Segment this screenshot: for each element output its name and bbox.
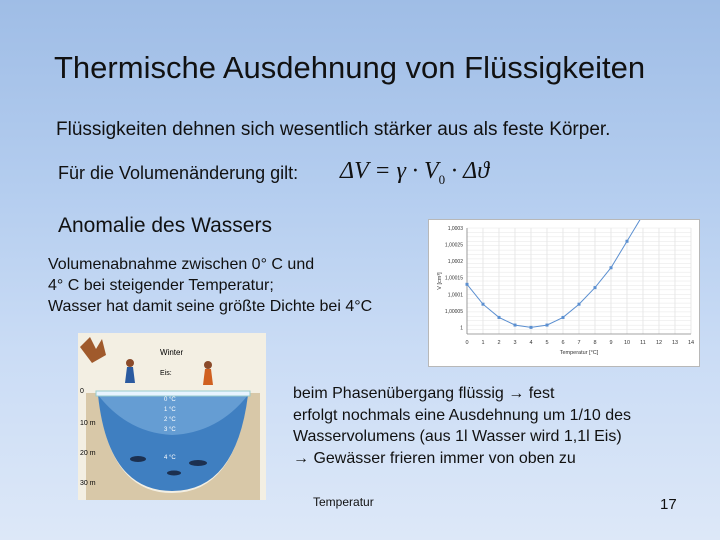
anomaly-text [48, 254, 372, 317]
anomaly-line: Volumenabnahme zwischen 0° C und [48, 256, 315, 273]
formula-lhs: ΔV = γ · V [340, 158, 439, 184]
temp-label: 3 °C [164, 427, 176, 433]
winter-lake-svg [78, 333, 266, 500]
fish-icon [130, 456, 146, 462]
phase-transition-text [293, 383, 631, 469]
volume-formula [340, 158, 489, 188]
x-tick-label: 6 [561, 340, 565, 346]
temp-label: 0 °C [164, 397, 176, 403]
formula-rhs: · Δϑ [445, 158, 489, 184]
y-tick-label: 1,0001 [447, 292, 463, 299]
data-point [562, 316, 565, 319]
data-point [626, 240, 629, 243]
x-axis-label: Temperatur [°C] [559, 350, 599, 356]
depth-label: 0 [80, 388, 84, 395]
ice-label: Eis: [160, 370, 172, 377]
formula-subscript: 0 [438, 171, 446, 187]
temp-label: 4 °C [164, 455, 176, 461]
x-tick-label: 12 [655, 340, 663, 346]
y-tick-label: 1,0002 [447, 259, 463, 266]
formula-label: Für die Volumenänderung gilt: [58, 163, 299, 183]
temp-label: 1 °C [164, 407, 176, 413]
data-point [578, 303, 581, 306]
anomaly-line: 4° C bei steigender Temperatur; [48, 277, 274, 294]
y-axis-label: V [cm³] [437, 272, 443, 290]
winter-title: Winter [160, 348, 184, 357]
anomaly-heading: Anomalie des Wassers [58, 214, 272, 237]
x-tick-label: 4 [529, 340, 533, 346]
phase-line: Wasservolumens (aus 1l Wasser wird 1,1l Eis) [293, 428, 622, 445]
volume-chart-svg [429, 220, 699, 366]
y-tick-label: 1 [460, 325, 463, 332]
intro-text: Flüssigkeiten dehnen sich wesentlich stärker aus als feste Körper. [56, 119, 611, 140]
x-tick-label: 13 [671, 340, 679, 346]
x-tick-label: 11 [640, 340, 646, 346]
depth-label: 30 m [80, 480, 96, 487]
depth-label: 20 m [80, 450, 96, 457]
data-point [482, 303, 485, 306]
x-tick-label: 14 [687, 340, 695, 346]
x-tick-label: 9 [609, 340, 613, 346]
data-point [466, 283, 469, 286]
data-point [610, 266, 613, 269]
temp-label: 2 °C [164, 417, 176, 423]
skater-left-icon [126, 359, 134, 367]
x-tick-label: 5 [545, 340, 549, 346]
ice-layer [96, 391, 250, 396]
x-tick-label: 3 [513, 340, 517, 346]
phase-line: beim Phasenübergang flüssig → fest [293, 385, 555, 402]
x-tick-label: 1 [481, 340, 485, 346]
anomaly-line: Wasser hat damit seine größte Dichte bei 4°C [48, 298, 373, 315]
data-point [514, 324, 517, 327]
x-tick-label: 0 [465, 340, 469, 346]
x-tick-label: 7 [577, 340, 581, 346]
data-point [498, 316, 501, 319]
data-point [594, 286, 597, 289]
fish-icon [189, 460, 207, 466]
y-tick-label: 1,00005 [444, 308, 463, 315]
slide-title: Thermische Ausdehnung von Flüssigkeiten [54, 50, 646, 85]
data-point [530, 326, 533, 329]
phase-line: erfolgt nochmals eine Ausdehnung um 1/10 des [293, 406, 632, 424]
page-number: 17 [660, 496, 677, 513]
depth-label: 10 m [80, 420, 96, 427]
fish-icon [167, 471, 181, 476]
skater-right-icon [204, 361, 212, 369]
x-tick-label: 2 [497, 340, 501, 346]
footer-temperature-label: Temperatur [313, 495, 374, 509]
y-tick-label: 1,0003 [447, 226, 463, 232]
y-tick-label: 1,00015 [444, 275, 463, 282]
x-tick-label: 10 [623, 340, 631, 346]
x-tick-label: 8 [593, 340, 597, 346]
winter-lake-figure [78, 333, 266, 500]
data-point [546, 324, 549, 327]
y-tick-label: 1,00025 [444, 242, 463, 249]
phase-line: → Gewässer frieren immer von oben zu [293, 449, 576, 467]
volume-chart [428, 219, 700, 367]
